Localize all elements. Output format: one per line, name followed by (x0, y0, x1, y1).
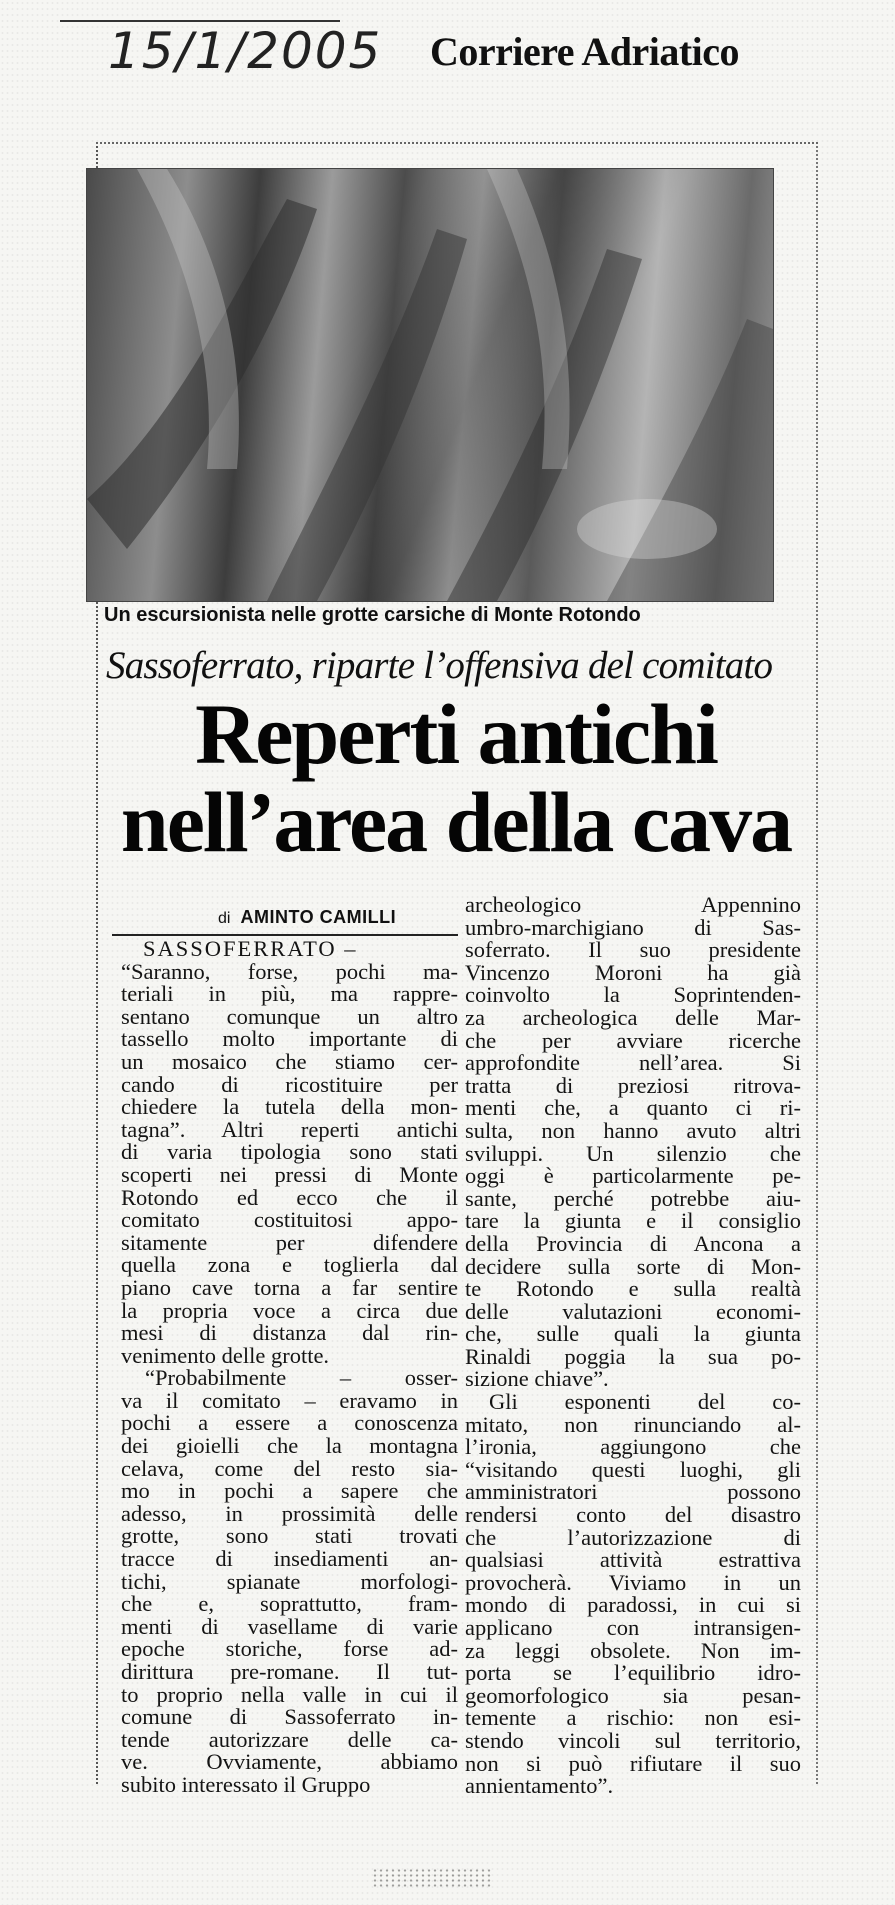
article-text-line: va il comitato – eravamo in (121, 1387, 458, 1413)
article-text-line: menti che, a quanto ci ri- (465, 1095, 801, 1121)
article-text-line: Vincenzo Moroni ha già (465, 959, 801, 985)
article-text-line: sulta, non hanno avuto altri (465, 1117, 801, 1143)
article-text-line: applicano con intransigen- (465, 1615, 801, 1640)
newspaper-masthead: Corriere Adriatico (430, 29, 740, 74)
article-text-line: che l’autorizzazione di (465, 1524, 801, 1550)
article-text-line: qualsiasi attività estrattiva (465, 1547, 801, 1573)
article-text-line: tagna”. Altri reperti antichi (121, 1116, 458, 1142)
article-text-line: tassello molto importante di (121, 1026, 458, 1052)
article-text-line: tare la giunta e il consiglio (465, 1208, 801, 1234)
article-text-line: che e, soprattutto, fram- (121, 1591, 458, 1617)
article-text-line: Rotondo ed ecco che il (121, 1184, 458, 1210)
article-text-line: te Rotondo e sulla realtà (465, 1276, 801, 1302)
article-text-line: venimento delle grotte. (121, 1342, 330, 1368)
article-text-line: piano cave torna a far sentire (121, 1274, 458, 1300)
article-text-line: teriali in più, ma rappre- (121, 981, 458, 1007)
article-text-line: di varia tipologia sono stati (121, 1139, 458, 1165)
article-text-line: to proprio nella valle in cui il (121, 1681, 458, 1707)
article-text-line: tratta di preziosi ritrova- (465, 1072, 801, 1098)
article-text-line: adesso, in prossimità delle (121, 1500, 458, 1526)
article-text-line: decidere sulla sorte di Mon- (465, 1253, 801, 1279)
clipping-top-edge (96, 142, 818, 146)
article-text-line: annientamento”. (465, 1773, 614, 1799)
article-text-line: comune di Sassoferrato in- (121, 1704, 458, 1730)
cave-photo (86, 168, 774, 602)
scan-artifact (372, 1868, 492, 1888)
byline-prefix: di (218, 910, 231, 927)
byline (218, 907, 396, 928)
article-text-line: rendersi conto del disastro (465, 1502, 801, 1528)
article-column-left (121, 938, 458, 1797)
byline-author: AMINTO CAMILLI (240, 907, 397, 927)
article-text-line: mitato, non rinunciando al- (465, 1411, 801, 1437)
article-text-line: tracce di insediamenti an- (121, 1546, 458, 1572)
article-text-line: amministratori possono (465, 1479, 801, 1505)
article-text-line: Gli esponenti del co- (489, 1389, 801, 1415)
article-text-line: coinvolto la Soprintenden- (465, 982, 801, 1008)
cave-photo-shapes (87, 169, 773, 601)
article-text-line: provocherà. Viviamo in un (465, 1569, 801, 1595)
article-text-line: grotte, sono stati trovati (121, 1523, 458, 1549)
article-text-line: Rinaldi poggia la sua po- (465, 1343, 801, 1369)
article-text-line: “Saranno, forse, pochi ma- (121, 958, 458, 984)
article-text-line: della Provincia di Ancona a (465, 1230, 801, 1256)
article-text-line: “Probabilmente – osser- (145, 1365, 458, 1391)
article-column-right (465, 894, 801, 1798)
article-text-line: approfondite nell’area. Si (465, 1050, 801, 1076)
article-text-line: pochi a essere a conoscenza (121, 1410, 458, 1436)
article-text-line: SASSOFERRATO – (143, 936, 358, 961)
article-text-line: sante, perché potrebbe aiu- (465, 1185, 801, 1211)
article-text-line: ve. Ovviamente, abbiamo (121, 1749, 458, 1775)
article-kicker: Sassoferrato, riparte l’offensiva del comitato (106, 644, 773, 687)
article-text-line: quella zona e toglierla dal (121, 1252, 458, 1278)
article-text-line: sizione chiave”. (465, 1366, 609, 1392)
article-text-line: l’ironia, aggiungono che (465, 1434, 801, 1460)
article-text-line: dei gioielli che la montagna (121, 1433, 458, 1459)
article-text-line: umbro-marchigiano di Sas- (465, 914, 801, 940)
article-text-line: porta se l’equilibrio idro- (465, 1660, 801, 1686)
article-text-line: cando di ricostituire per (121, 1071, 458, 1097)
article-text-line: mesi di distanza dal rin- (121, 1320, 458, 1346)
article-headline (96, 686, 816, 870)
article-text-line: za leggi obsolete. Non im- (465, 1637, 801, 1663)
photo-caption: Un escursionista nelle grotte carsiche di Monte Rotondo (104, 604, 641, 626)
article-text-line: non si può rifiutare il suo (465, 1750, 801, 1776)
article-text-line: un mosaico che stiamo cer- (121, 1048, 458, 1074)
article-text-line: “visitando questi luoghi, gli (465, 1456, 801, 1482)
article-text-line: sentano comunque un altro (121, 1003, 458, 1029)
article-text-line: mo in pochi a sapere che (121, 1478, 458, 1504)
article-text-line: comitato costituitosi appo- (121, 1207, 458, 1233)
article-text-line: che, sulle quali la giunta (465, 1321, 801, 1347)
article-text-line: subito interessato il Gruppo (121, 1771, 371, 1797)
article-text-line: celava, come del resto sia- (121, 1455, 458, 1481)
article-text-line: archeologico Appennino (465, 892, 801, 917)
article-text-line: tichi, spianate morfologi- (121, 1568, 458, 1594)
headline-line-1: Reperti antichi (195, 686, 717, 782)
article-text-line: oggi è particolarmente pe- (465, 1163, 801, 1189)
article-text-line: sitamente per difendere (121, 1229, 458, 1255)
article-text-line: dirittura pre-romane. Il tut- (121, 1659, 458, 1684)
handwritten-date: 15/1/2005 (108, 22, 383, 80)
article-text-line: la propria voce a circa due (121, 1297, 458, 1323)
article-text-line: scoperti nei pressi di Monte (121, 1161, 458, 1187)
article-text-line: stendo vincoli sul territorio, (465, 1727, 801, 1753)
article-text-line: sviluppi. Un silenzio che (465, 1140, 801, 1166)
article-text-line: menti di vasellame di varie (121, 1613, 458, 1639)
article-text-line: soferrato. Il suo presidente (465, 937, 801, 963)
article-text-line: za archeologica delle Mar- (465, 1004, 801, 1030)
article-text-line: epoche storiche, forse ad- (121, 1636, 458, 1662)
article-text-line: delle valutazioni economi- (465, 1298, 801, 1324)
article-text-line: geomorfologico sia pesan- (465, 1682, 801, 1708)
article-text-line: chiedere la tutela della mon- (121, 1094, 458, 1120)
article-text-line: che per avviare ricerche (465, 1027, 801, 1053)
article-text-line: tende autorizzare delle ca- (121, 1726, 458, 1752)
headline-line-2: nell’area della cava (120, 774, 792, 870)
article-text-line: temente a rischio: non esi- (465, 1705, 801, 1731)
article-text-line: mondo di paradossi, in cui si (465, 1592, 801, 1618)
